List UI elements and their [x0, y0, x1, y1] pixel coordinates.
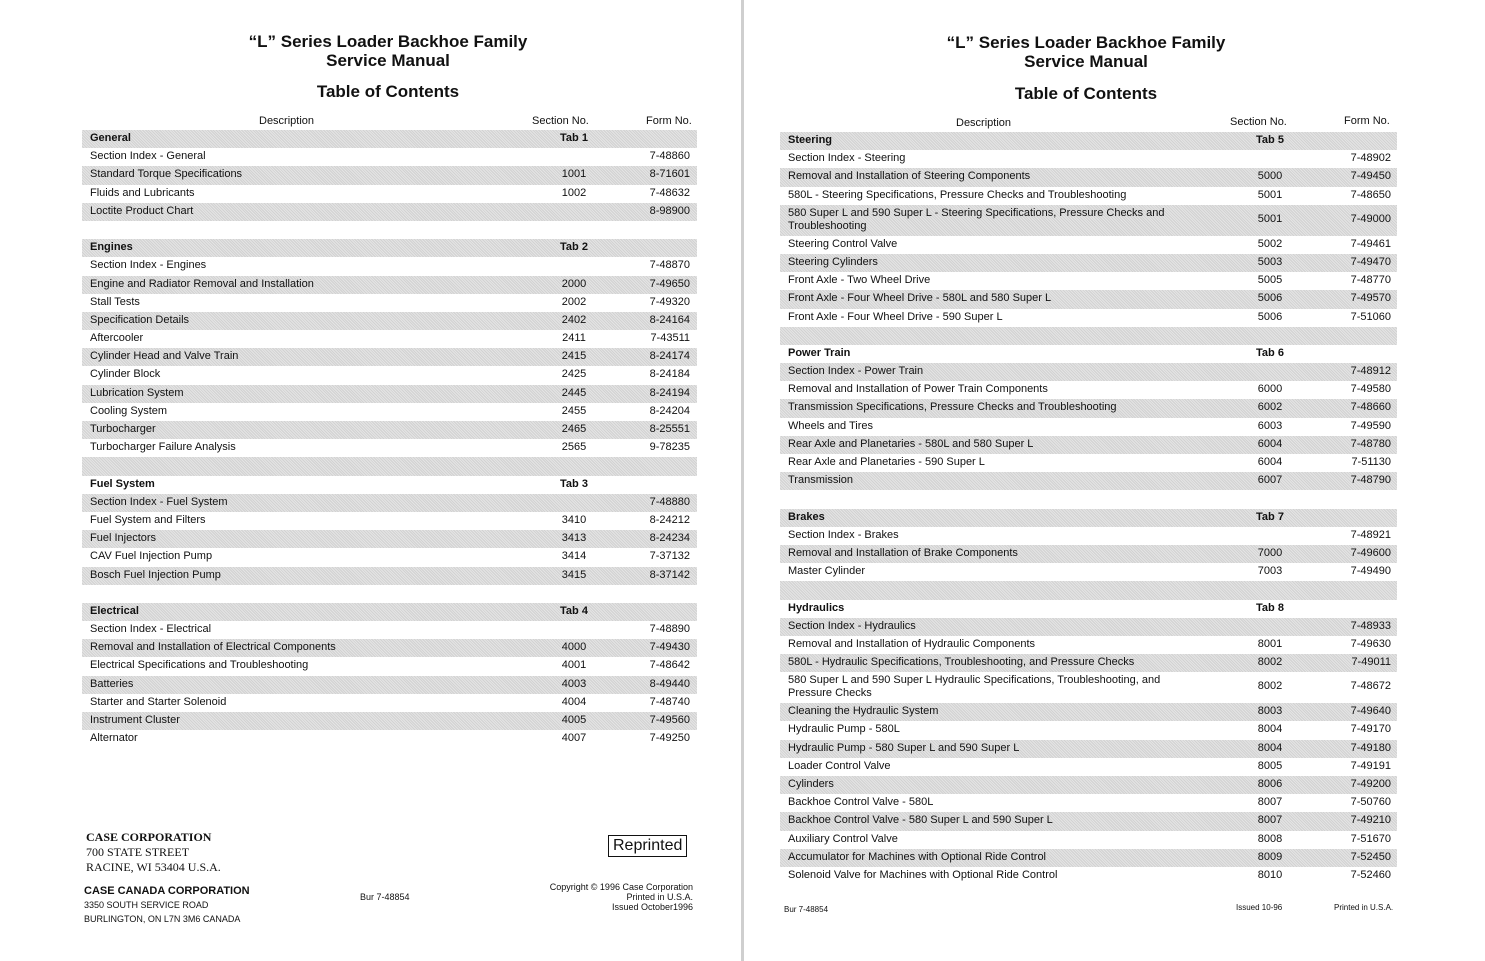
toc-section-number: 5000: [1257, 170, 1283, 183]
toc-form-number: 8-71601: [649, 168, 690, 181]
toc-section-number: Tab 3: [560, 477, 588, 490]
canada-name: CASE CANADA CORPORATION: [84, 885, 250, 897]
case-city: RACINE, WI 53404 U.S.A.: [86, 860, 221, 874]
toc-form-number: 7-49580: [1350, 383, 1391, 396]
toc-description: Cylinder Block: [90, 368, 161, 381]
toc-form-number: 7-49250: [649, 732, 690, 745]
toc-section-number: 2002: [561, 295, 587, 308]
toc-description: Power Train: [788, 346, 851, 359]
toc-form-number: 7-48780: [1350, 437, 1391, 450]
toc-form-number: 7-49650: [649, 277, 690, 290]
toc-row: [780, 187, 1397, 205]
toc-row: [780, 363, 1397, 381]
toc-row: [780, 545, 1397, 563]
toc-section-number: Tab 6: [1256, 346, 1284, 359]
toc-description: Cooling System: [90, 404, 168, 417]
toc-form-number: 7-51670: [1350, 832, 1391, 845]
toc-section-number: Tab 2: [560, 241, 588, 254]
toc-description: Steering Cylinders: [788, 255, 878, 268]
toc-row: [780, 758, 1397, 776]
toc-section-number: Tab 7: [1256, 510, 1284, 523]
toc-row: [82, 676, 697, 694]
toc-form-number: 7-48933: [1350, 619, 1391, 632]
toc-form-number: 7-48921: [1350, 528, 1391, 541]
toc-description: Instrument Cluster: [90, 714, 180, 726]
toc-row: [780, 205, 1397, 236]
toc-form-number: 8-24204: [649, 404, 690, 417]
toc-form-number: 7-49461: [1350, 237, 1391, 250]
toc-description: General: [90, 132, 131, 144]
toc-row: [82, 257, 697, 275]
toc-form-number: 8-24174: [649, 350, 690, 363]
toc-section-header: [780, 345, 1397, 363]
toc-row: [780, 831, 1397, 849]
toc-row: [780, 812, 1397, 830]
toc-form-number: 7-48880: [649, 495, 690, 508]
toc-description: Electrical: [90, 604, 139, 617]
canada-address: [84, 884, 250, 926]
toc-row: [82, 330, 697, 348]
toc-form-number: 7-49560: [649, 714, 690, 726]
left-title: [120, 32, 656, 70]
toc-row: [82, 276, 697, 294]
toc-form-number: 7-48672: [1350, 680, 1391, 693]
toc-description: Aftercooler: [90, 332, 144, 345]
toc-row: [780, 672, 1397, 703]
canada-street: 3350 SOUTH SERVICE ROAD: [84, 900, 209, 910]
toc-section-number: 8009: [1257, 850, 1283, 863]
toc-description: Hydraulic Pump - 580 Super L and 590 Super L: [788, 741, 1020, 754]
toc-form-number: 7-49490: [1350, 565, 1391, 578]
toc-section-number: 2000: [561, 277, 587, 290]
toc-description: Engine and Radiator Removal and Installation: [90, 277, 314, 290]
toc-description: Backhoe Control Valve - 580L: [788, 796, 934, 809]
toc-form-number: 7-48650: [1350, 188, 1391, 201]
toc-row: [780, 399, 1397, 417]
toc-form-number: 7-48860: [649, 150, 690, 163]
toc-description: Section Index - Power Train: [788, 365, 924, 378]
toc-form-number: 7-49191: [1350, 759, 1391, 772]
toc-form-number: 7-49640: [1350, 705, 1391, 718]
toc-section-number: 2425: [561, 368, 587, 381]
toc-form-number: 7-49450: [1350, 170, 1391, 183]
toc-section-header: [82, 476, 697, 494]
toc-form-number: 8-25551: [649, 423, 690, 435]
toc-form-number: 7-49570: [1350, 292, 1391, 305]
toc-description: 580 Super L and 590 Super L Hydraulic Specifications, Troubleshooting, and Pressure Checks: [788, 674, 1161, 700]
toc-section-number: 5003: [1257, 255, 1283, 268]
toc-description: Section Index - Electrical: [90, 623, 212, 636]
toc-description: Removal and Installation of Brake Components: [788, 546, 1018, 559]
toc-description: Removal and Installation of Hydraulic Components: [788, 637, 1036, 650]
toc-section-number: 4001: [561, 659, 587, 672]
toc-description: Section Index - Hydraulics: [788, 619, 916, 632]
toc-form-number: 7-48902: [1350, 152, 1391, 165]
toc-form-number: 7-52460: [1350, 868, 1391, 881]
toc-row: [780, 290, 1397, 308]
left-title-line1: “L” Series Loader Backhoe Family: [248, 32, 528, 51]
toc-section-number: Tab 4: [560, 604, 588, 617]
toc-row: [82, 530, 697, 548]
toc-section-number: 7000: [1257, 546, 1283, 559]
toc-row: [82, 439, 697, 457]
toc-row: [82, 312, 697, 330]
toc-form-number: 7-48790: [1350, 474, 1391, 487]
toc-row: [82, 385, 697, 403]
right-title-line1: “L” Series Loader Backhoe Family: [946, 33, 1226, 52]
case-address: [86, 830, 221, 875]
toc-row: [82, 730, 697, 748]
toc-form-number: 8-24212: [649, 513, 690, 526]
left-printed-text: Printed in U.S.A.: [626, 892, 693, 902]
toc-section-header: [780, 509, 1397, 527]
right-toc-heading: Table of Contents: [1014, 84, 1158, 103]
case-street: 700 STATE STREET: [86, 845, 190, 859]
toc-description: Engines: [90, 241, 133, 254]
toc-section-number: 8010: [1257, 868, 1283, 881]
toc-form-number: 8-98900: [649, 204, 690, 217]
right-col-section: Section No.: [1230, 116, 1287, 128]
toc-form-number: 7-52450: [1350, 850, 1391, 863]
toc-form-number: 9-78235: [649, 441, 690, 454]
toc-form-number: 7-48660: [1350, 401, 1391, 414]
toc-section-number: 4007: [561, 732, 587, 745]
right-col-description: Description: [956, 117, 1012, 129]
right-issued-text: Issued 10-96: [1236, 903, 1283, 912]
toc-row: [780, 309, 1397, 327]
toc-section-number: 8005: [1257, 759, 1283, 772]
toc-description: Fuel Injectors: [90, 532, 157, 545]
toc-section-number: 8004: [1257, 741, 1283, 754]
toc-section-number: 6000: [1257, 383, 1283, 396]
toc-section-number: Tab 8: [1256, 601, 1284, 614]
toc-row: [780, 418, 1397, 436]
toc-description: Cylinders: [788, 778, 834, 790]
toc-form-number: 8-24184: [649, 368, 690, 381]
toc-description: Section Index - Brakes: [788, 528, 899, 541]
toc-section-number: 2415: [561, 350, 587, 363]
toc-section-number: 2455: [561, 404, 587, 417]
toc-section-number: 5001: [1257, 212, 1283, 225]
toc-section-number: 8002: [1257, 656, 1283, 669]
toc-description: Loader Control Valve: [788, 759, 891, 772]
left-toc-heading: Table of Contents: [316, 82, 460, 101]
toc-form-number: 7-49600: [1350, 546, 1391, 559]
toc-description: Hydraulics: [788, 601, 845, 614]
toc-form-number: 8-37142: [649, 568, 690, 581]
toc-description: 580L - Steering Specifications, Pressure Checks and Troubleshooting: [788, 188, 1127, 201]
toc-section-number: 2565: [561, 441, 587, 454]
toc-section-number: 4000: [561, 641, 587, 654]
toc-description: Electrical Specifications and Troubleshooting: [90, 659, 309, 672]
toc-row: [780, 636, 1397, 654]
toc-row: [780, 721, 1397, 739]
toc-description: Turbocharger: [90, 423, 156, 435]
toc-section-header: [780, 132, 1397, 150]
toc-row: [82, 694, 697, 712]
left-page: [0, 0, 741, 961]
left-col-description: Description: [259, 115, 315, 127]
toc-description: Section Index - Engines: [90, 259, 207, 272]
toc-section-header: [780, 600, 1397, 618]
toc-form-number: 7-51130: [1351, 456, 1391, 468]
toc-row: [780, 381, 1397, 399]
toc-section-number: 8008: [1257, 832, 1283, 845]
toc-description: Cleaning the Hydraulic System: [788, 705, 939, 718]
toc-description: Removal and Installation of Steering Components: [788, 170, 1031, 183]
right-bur-number: Bur 7-48854: [784, 905, 829, 914]
toc-form-number: 7-48642: [649, 659, 690, 672]
toc-description: Batteries: [90, 677, 134, 690]
toc-description: Wheels and Tires: [788, 419, 873, 432]
toc-spacer: [780, 327, 1397, 345]
toc-form-number: 7-43511: [650, 332, 690, 345]
toc-section-number: 5005: [1257, 274, 1283, 287]
toc-row: [82, 421, 697, 439]
toc-row: [82, 148, 697, 166]
toc-form-number: 7-49000: [1350, 212, 1391, 225]
toc-row: [780, 654, 1397, 672]
toc-description: Specification Details: [90, 313, 190, 326]
left-copyright-block: [550, 882, 693, 912]
toc-section-number: Tab 5: [1256, 134, 1284, 146]
toc-description: Front Axle - Four Wheel Drive - 590 Super L: [788, 310, 1003, 323]
toc-description: Fuel System: [90, 477, 155, 490]
toc-section-number: 5001: [1257, 188, 1283, 201]
toc-row: [82, 621, 697, 639]
toc-description: Turbocharger Failure Analysis: [90, 441, 236, 454]
toc-section-number: 6004: [1257, 456, 1283, 468]
toc-row: [780, 150, 1397, 168]
toc-description: Lubrication System: [90, 386, 184, 399]
toc-section-number: 4004: [561, 695, 587, 708]
toc-description: Steering Control Valve: [788, 237, 898, 250]
toc-description: Starter and Starter Solenoid: [90, 695, 227, 708]
toc-description: Section Index - General: [90, 150, 206, 163]
toc-row: [780, 867, 1397, 885]
right-title-line2: Service Manual: [1024, 52, 1148, 71]
toc-section-number: 6007: [1257, 474, 1283, 487]
toc-section-number: 5006: [1257, 310, 1283, 323]
toc-section-number: 8006: [1257, 778, 1283, 790]
toc-row: [82, 657, 697, 675]
right-page: [744, 0, 1485, 961]
toc-description: Removal and Installation of Power Train Components: [788, 383, 1048, 396]
right-title: [818, 33, 1354, 71]
toc-row: [780, 794, 1397, 812]
toc-form-number: 7-48912: [1350, 365, 1391, 378]
toc-description: Auxiliary Control Valve: [788, 832, 898, 845]
toc-section-number: 3414: [561, 550, 587, 563]
toc-section-number: 5002: [1257, 237, 1283, 250]
toc-description: Master Cylinder: [788, 565, 866, 578]
toc-form-number: 7-48740: [649, 695, 690, 708]
toc-section-header: [82, 130, 697, 148]
toc-row: [82, 294, 697, 312]
toc-description: Standard Torque Specifications: [90, 168, 243, 181]
toc-row: [82, 567, 697, 585]
toc-section-number: 4005: [561, 714, 587, 726]
toc-section-number: 3413: [561, 532, 587, 545]
toc-section-number: 8007: [1257, 814, 1283, 827]
toc-row: [82, 512, 697, 530]
toc-form-number: 8-24194: [649, 386, 690, 399]
toc-form-number: 7-49011: [1351, 656, 1391, 669]
left-col-section: Section No.: [532, 115, 589, 127]
toc-row: [82, 548, 697, 566]
toc-description: Alternator: [90, 732, 138, 745]
toc-section-number: 4003: [561, 677, 587, 690]
left-title-line2: Service Manual: [326, 51, 450, 70]
toc-description: 580L - Hydraulic Specifications, Troubleshooting, and Pressure Checks: [788, 656, 1135, 669]
toc-description: Accumulator for Machines with Optional Ride Control: [788, 850, 1047, 863]
toc-row: [82, 348, 697, 366]
toc-description: Steering: [788, 134, 833, 146]
toc-row: [82, 203, 697, 221]
toc-description: Loctite Product Chart: [90, 204, 194, 217]
toc-form-number: 7-49430: [649, 641, 690, 654]
toc-spacer: [82, 585, 697, 603]
toc-form-number: 7-49200: [1350, 778, 1391, 790]
toc-description: Bosch Fuel Injection Pump: [90, 568, 221, 581]
toc-section-number: 2402: [561, 313, 587, 326]
toc-form-number: 7-49590: [1350, 419, 1391, 432]
toc-row: [780, 618, 1397, 636]
toc-section-header: [82, 239, 697, 257]
case-name: CASE CORPORATION: [86, 830, 212, 844]
canada-city: BURLINGTON, ON L7N 3M6 CANADA: [84, 914, 241, 924]
toc-row: [780, 168, 1397, 186]
toc-row: [82, 639, 697, 657]
toc-row: [780, 703, 1397, 721]
toc-section-number: 8004: [1257, 723, 1283, 736]
toc-form-number: 7-48870: [649, 259, 690, 272]
toc-description: CAV Fuel Injection Pump: [90, 550, 213, 563]
toc-row: [780, 272, 1397, 290]
toc-row: [780, 472, 1397, 490]
toc-spacer: [780, 490, 1397, 508]
toc-section-number: 1001: [561, 168, 587, 181]
toc-description: Fluids and Lubricants: [90, 186, 195, 199]
toc-row: [82, 166, 697, 184]
toc-form-number: 7-49180: [1350, 741, 1391, 754]
toc-description: Brakes: [788, 510, 825, 523]
toc-section-number: 8002: [1257, 680, 1283, 693]
toc-description: Rear Axle and Planetaries - 580L and 580 Super L: [788, 437, 1034, 450]
toc-row: [780, 436, 1397, 454]
right-col-form: Form No.: [1344, 115, 1390, 127]
toc-section-number: 2445: [561, 386, 587, 399]
toc-row: [780, 254, 1397, 272]
toc-section-number: Tab 1: [560, 132, 588, 144]
toc-row: [780, 236, 1397, 254]
toc-description: Fuel System and Filters: [90, 513, 206, 526]
toc-description: Backhoe Control Valve - 580 Super L and 590 Super L: [788, 814, 1053, 827]
toc-form-number: 7-50760: [1350, 796, 1391, 809]
toc-row: [780, 849, 1397, 867]
toc-form-number: 8-24164: [649, 313, 690, 326]
toc-row: [780, 454, 1397, 472]
toc-section-number: 8007: [1257, 796, 1283, 809]
toc-form-number: 7-48890: [649, 623, 690, 636]
toc-form-number: 7-49470: [1350, 255, 1391, 268]
toc-row: [780, 740, 1397, 758]
toc-description: Removal and Installation of Electrical Components: [90, 641, 336, 654]
left-bur-number: Bur 7-48854: [360, 892, 410, 902]
toc-description: Cylinder Head and Valve Train: [90, 350, 239, 363]
toc-row: [780, 563, 1397, 581]
toc-form-number: 7-48632: [649, 186, 690, 199]
toc-description: Rear Axle and Planetaries - 590 Super L: [788, 456, 985, 468]
toc-section-number: 5006: [1257, 292, 1283, 305]
toc-section-number: 1002: [561, 186, 587, 199]
toc-form-number: 7-48770: [1350, 274, 1391, 287]
toc-section-number: 8001: [1257, 637, 1283, 650]
toc-section-header: [82, 603, 697, 621]
toc-form-number: 8-24234: [649, 532, 690, 545]
toc-form-number: 7-49320: [649, 295, 690, 308]
toc-description: Front Axle - Four Wheel Drive - 580L and 580 Super L: [788, 292, 1052, 305]
left-col-form: Form No.: [646, 115, 692, 127]
toc-form-number: 7-49210: [1350, 814, 1391, 827]
toc-description: Front Axle - Two Wheel Drive: [788, 274, 931, 287]
toc-description: Hydraulic Pump - 580L: [788, 723, 900, 736]
toc-row: [82, 712, 697, 730]
toc-row: [780, 527, 1397, 545]
toc-description: Section Index - Fuel System: [90, 495, 228, 508]
toc-section-number: 3410: [561, 513, 587, 526]
toc-description: Transmission Specifications, Pressure Checks and Troubleshooting: [788, 401, 1117, 414]
toc-section-number: 2411: [562, 332, 586, 345]
toc-form-number: 7-49170: [1350, 723, 1391, 736]
reprinted-stamp: Reprinted: [608, 835, 687, 857]
toc-description: Section Index - Steering: [788, 152, 906, 165]
toc-spacer: [82, 457, 697, 475]
copyright-text: Copyright © 1996 Case Corporation: [549, 882, 693, 892]
left-issued-text: Issued October1996: [611, 902, 693, 912]
toc-section-number: 6004: [1257, 437, 1283, 450]
right-printed-text: Printed in U.S.A.: [1334, 903, 1394, 912]
toc-description: 580 Super L and 590 Super L - Steering Specifications, Pressure Checks and Troubleshooting: [788, 206, 1165, 232]
toc-description: Solenoid Valve for Machines with Optional Ride Control: [788, 868, 1058, 881]
toc-spacer: [82, 221, 697, 239]
toc-form-number: 7-49630: [1350, 637, 1391, 650]
toc-section-number: 2465: [561, 423, 587, 435]
toc-row: [82, 366, 697, 384]
toc-section-number: 6003: [1257, 419, 1283, 432]
toc-description: Transmission: [788, 474, 853, 487]
toc-description: Stall Tests: [90, 295, 140, 308]
toc-form-number: 7-37132: [649, 550, 690, 563]
toc-section-number: 7003: [1257, 565, 1283, 578]
toc-section-number: 3415: [561, 568, 587, 581]
toc-row: [82, 403, 697, 421]
toc-spacer: [780, 581, 1397, 599]
toc-form-number: 7-51060: [1350, 310, 1391, 323]
toc-row: [82, 185, 697, 203]
toc-row: [780, 776, 1397, 794]
toc-section-number: 6002: [1257, 401, 1283, 414]
right-toc-table: [780, 132, 1397, 885]
toc-row: [82, 494, 697, 512]
toc-section-number: 8003: [1257, 705, 1283, 718]
toc-form-number: 8-49440: [649, 677, 690, 690]
left-toc-table: [82, 130, 697, 748]
